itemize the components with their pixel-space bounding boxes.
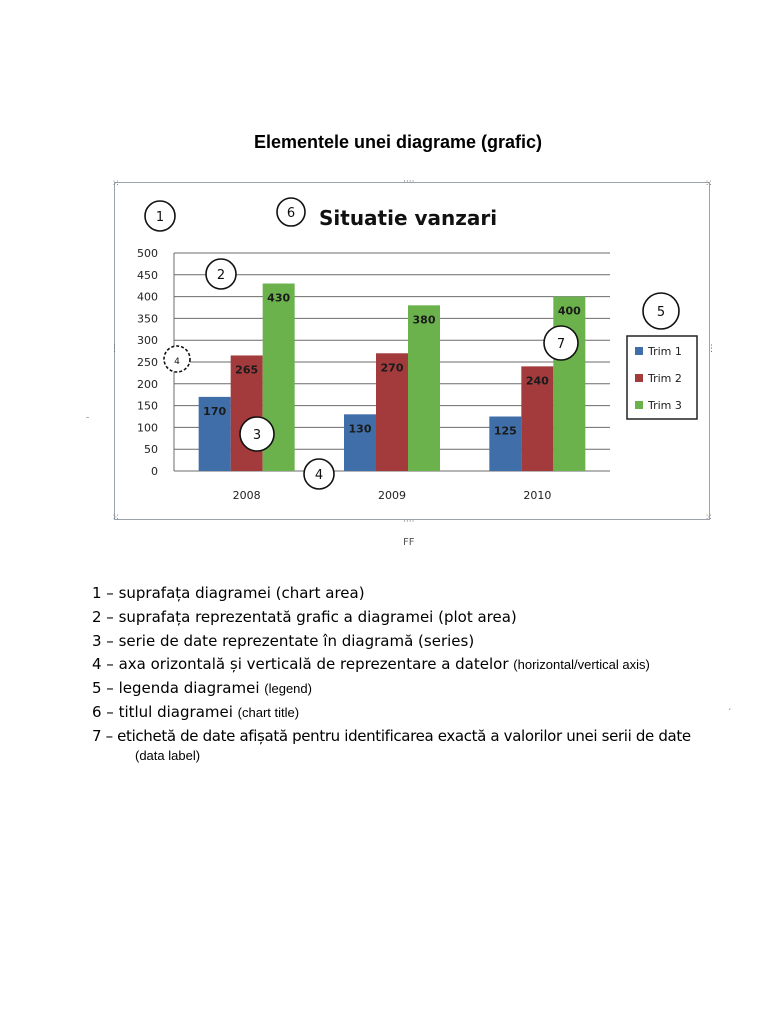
scan-mark: ˉ — [86, 416, 90, 427]
glossary-item — [92, 701, 752, 725]
data-label: 170 — [203, 404, 227, 418]
glossary-text: 3 – serie de date reprezentate în diagramă (series) — [92, 631, 475, 650]
glossary-subtext: (legend) — [264, 681, 312, 697]
data-label: 240 — [525, 374, 549, 388]
glossary-text: 6 – titlul diagramei — [92, 702, 233, 721]
footnote-mark: FF — [403, 537, 415, 548]
resize-handle-right[interactable]: ⋮ — [707, 344, 716, 354]
y-tick-label: 100 — [137, 421, 158, 435]
glossary-item — [92, 606, 752, 630]
resize-handle-bottom-left[interactable]: ⁙ — [112, 513, 120, 523]
x-tick-label: 2010 — [523, 489, 552, 502]
callout-number: 2 — [216, 268, 226, 283]
data-label: 380 — [412, 313, 436, 327]
data-label: 130 — [348, 422, 372, 436]
legend-label: Trim 2 — [648, 372, 682, 385]
glossary-text: 7 – etichetă de date afișată pentru identificarea exactă a valorilor unei serii de date — [92, 726, 691, 745]
glossary-text: 5 – legenda diagramei — [92, 679, 260, 698]
glossary-subtext: (chart title) — [237, 704, 300, 720]
x-tick-label: 2008 — [232, 489, 261, 502]
glossary-item — [92, 582, 752, 606]
glossary-item — [92, 653, 752, 677]
y-tick-label: 500 — [137, 247, 158, 260]
legend-swatch — [635, 347, 643, 355]
glossary-continuation: (data label) — [135, 747, 201, 763]
page-title: Elementele unei diagrame (grafic) — [253, 132, 543, 152]
callout-number: 1 — [155, 210, 165, 225]
resize-handle-top[interactable]: ···· — [403, 177, 415, 187]
resize-handle-bottom-right[interactable]: ⁙ — [705, 513, 713, 523]
x-tick-label: 2009 — [378, 489, 406, 502]
callout-number: 4 — [174, 357, 180, 367]
y-tick-label: 150 — [137, 399, 158, 413]
y-tick-label: 450 — [137, 268, 158, 282]
data-label: 430 — [267, 291, 291, 305]
y-tick-label: 50 — [144, 443, 158, 457]
y-tick-label: 300 — [137, 334, 158, 348]
data-label: 125 — [493, 424, 517, 438]
y-tick-label: 200 — [137, 377, 158, 391]
legend-swatch — [635, 374, 643, 382]
glossary-subtext: (horizontal/vertical axis) — [513, 657, 650, 673]
y-tick-label: 0 — [151, 465, 158, 478]
glossary-text: 2 – suprafața reprezentată grafic a diagramei (plot area) — [92, 607, 517, 626]
glossary-list — [92, 582, 752, 763]
bar — [553, 297, 585, 471]
glossary-item — [92, 677, 752, 701]
resize-handle-top-right[interactable]: ⁙ — [705, 179, 713, 189]
scan-mark: ˊ — [728, 708, 732, 719]
data-label: 265 — [235, 363, 259, 377]
resize-handle-bottom[interactable]: ···· — [403, 517, 415, 527]
callout-number: 5 — [656, 305, 666, 320]
legend-swatch — [635, 401, 643, 409]
resize-handle-top-left[interactable]: ⁙ — [112, 179, 120, 189]
resize-handle-left[interactable]: ⋮ — [110, 344, 119, 354]
bar — [408, 305, 440, 471]
callout-number: 4 — [314, 468, 324, 483]
legend-label: Trim 3 — [648, 399, 682, 412]
chart-title: Situatie vanzari — [319, 206, 498, 230]
callout-number: 3 — [252, 428, 262, 443]
chart-area[interactable] — [112, 179, 710, 520]
legend-label: Trim 1 — [648, 345, 682, 358]
glossary-item — [92, 725, 752, 749]
chart-svg — [115, 183, 711, 521]
y-tick-label: 250 — [137, 356, 158, 369]
y-tick-label: 350 — [137, 312, 158, 326]
y-tick-label: 400 — [137, 290, 158, 304]
glossary-text: 1 – suprafața diagramei (chart area) — [92, 584, 365, 602]
glossary-item — [92, 630, 752, 654]
data-label: 270 — [380, 361, 404, 375]
data-label: 400 — [557, 304, 581, 318]
callout-number: 7 — [556, 337, 566, 352]
glossary-text: 4 – axa orizontală și verticală de reprezentare a datelor — [92, 655, 509, 674]
callout-number: 6 — [286, 206, 296, 221]
